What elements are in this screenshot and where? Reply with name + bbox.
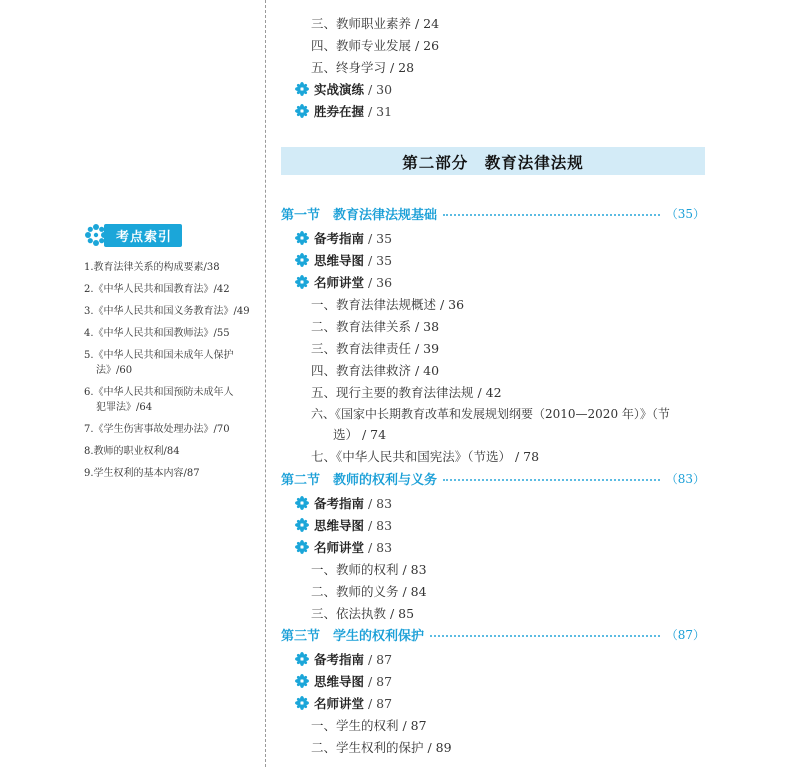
blue-flower-star-icon (295, 231, 309, 245)
toc-subentry[interactable]: 五、现行主要的教育法律法规 / 42 (311, 385, 502, 400)
list-item: 3.《中华人民共和国义务教育法》/49 (84, 306, 250, 317)
list-item: 1.教育法律关系的构成要素/38 (84, 262, 220, 273)
blue-flower-star-icon (295, 253, 309, 267)
toc-subentry[interactable]: 五、终身学习 / 28 (311, 60, 415, 75)
toc-bullet-entry[interactable]: 胜券在握 / 31 (295, 102, 392, 120)
blue-flower-star-icon (295, 674, 309, 688)
toc-section-heading[interactable]: 第二节 教师的权利与义务 （83） (281, 471, 705, 488)
part-title: 第二部分 教育法律法规 (402, 154, 584, 172)
toc-bullet-entry[interactable]: 思维导图 / 87 (295, 672, 392, 690)
toc-subentry[interactable]: 二、教育法律关系 / 38 (311, 319, 440, 334)
blue-flower-star-icon (295, 696, 309, 710)
list-item: 6.《中华人民共和国预防未成年人 犯罪法》/64 (84, 387, 234, 413)
toc-bullet-entry[interactable]: 名师讲堂 / 83 (295, 538, 392, 556)
part-heading-bar (281, 147, 705, 175)
toc-subentry[interactable]: 二、学生权利的保护 / 89 (311, 740, 452, 755)
toc-subentry[interactable]: 四、教师专业发展 / 26 (311, 38, 440, 53)
toc-subentry[interactable]: 三、教育法律责任 / 39 (311, 341, 440, 356)
toc-subentry[interactable]: 一、教师的权利 / 83 (311, 562, 427, 577)
toc-bullet-entry[interactable]: 备考指南 / 35 (295, 229, 392, 247)
toc-bullet-entry[interactable]: 名师讲堂 / 36 (295, 273, 392, 291)
blue-flower-star-icon (295, 275, 309, 289)
toc-section-heading[interactable]: 第三节 学生的权利保护 （87） (281, 627, 705, 644)
toc-subentry-continuation[interactable]: 选） / 74 (333, 427, 387, 442)
toc-subentry[interactable]: 六、《国家中长期教育改革和发展规划纲要（2010—2020 年）》（节 (311, 407, 670, 421)
key-points-index (84, 222, 262, 488)
toc-subentry[interactable]: 一、教育法律法规概述 / 36 (311, 297, 465, 312)
snowflake-flower-icon (84, 223, 108, 247)
toc-bullet-entry[interactable]: 名师讲堂 / 87 (295, 694, 392, 712)
toc-bullet-entry[interactable]: 实战演练 / 30 (295, 80, 392, 98)
toc-subentry[interactable]: 二、教师的义务 / 84 (311, 584, 427, 599)
toc-subentry[interactable]: 四、教育法律救济 / 40 (311, 363, 440, 378)
blue-flower-star-icon (295, 518, 309, 532)
list-item: 7.《学生伤害事故处理办法》/70 (84, 424, 230, 435)
toc-subentry[interactable]: 七、《中华人民共和国宪法》（节选） / 78 (311, 449, 540, 464)
blue-flower-star-icon (295, 82, 309, 96)
blue-flower-star-icon (295, 496, 309, 510)
key-points-header (84, 222, 262, 248)
blue-flower-star-icon (295, 652, 309, 666)
key-points-list (84, 260, 262, 481)
toc-section-heading[interactable]: 第一节 教育法律法规基础 （35） (281, 206, 705, 223)
blue-flower-star-icon (295, 104, 309, 118)
toc-bullet-entry[interactable]: 备考指南 / 87 (295, 650, 392, 668)
toc-bullet-entry[interactable]: 思维导图 / 83 (295, 516, 392, 534)
toc-subentry[interactable]: 一、学生的权利 / 87 (311, 718, 427, 733)
toc-bullet-entry[interactable]: 思维导图 / 35 (295, 251, 392, 269)
list-item: 8.教师的职业权利/84 (84, 446, 180, 457)
list-item: 9.学生权利的基本内容/87 (84, 468, 200, 479)
page-divider (265, 0, 266, 767)
blue-flower-star-icon (295, 540, 309, 554)
list-item: 4.《中华人民共和国教师法》/55 (84, 328, 230, 339)
list-item: 5.《中华人民共和国未成年人保护 法》/60 (84, 350, 234, 376)
toc-subentry[interactable]: 三、依法执教 / 85 (311, 606, 415, 621)
toc-bullet-entry[interactable]: 备考指南 / 83 (295, 494, 392, 512)
key-points-title: 考点索引 (104, 224, 182, 247)
toc-subentry[interactable]: 三、教师职业素养 / 24 (311, 16, 440, 31)
list-item: 2.《中华人民共和国教育法》/42 (84, 284, 230, 295)
